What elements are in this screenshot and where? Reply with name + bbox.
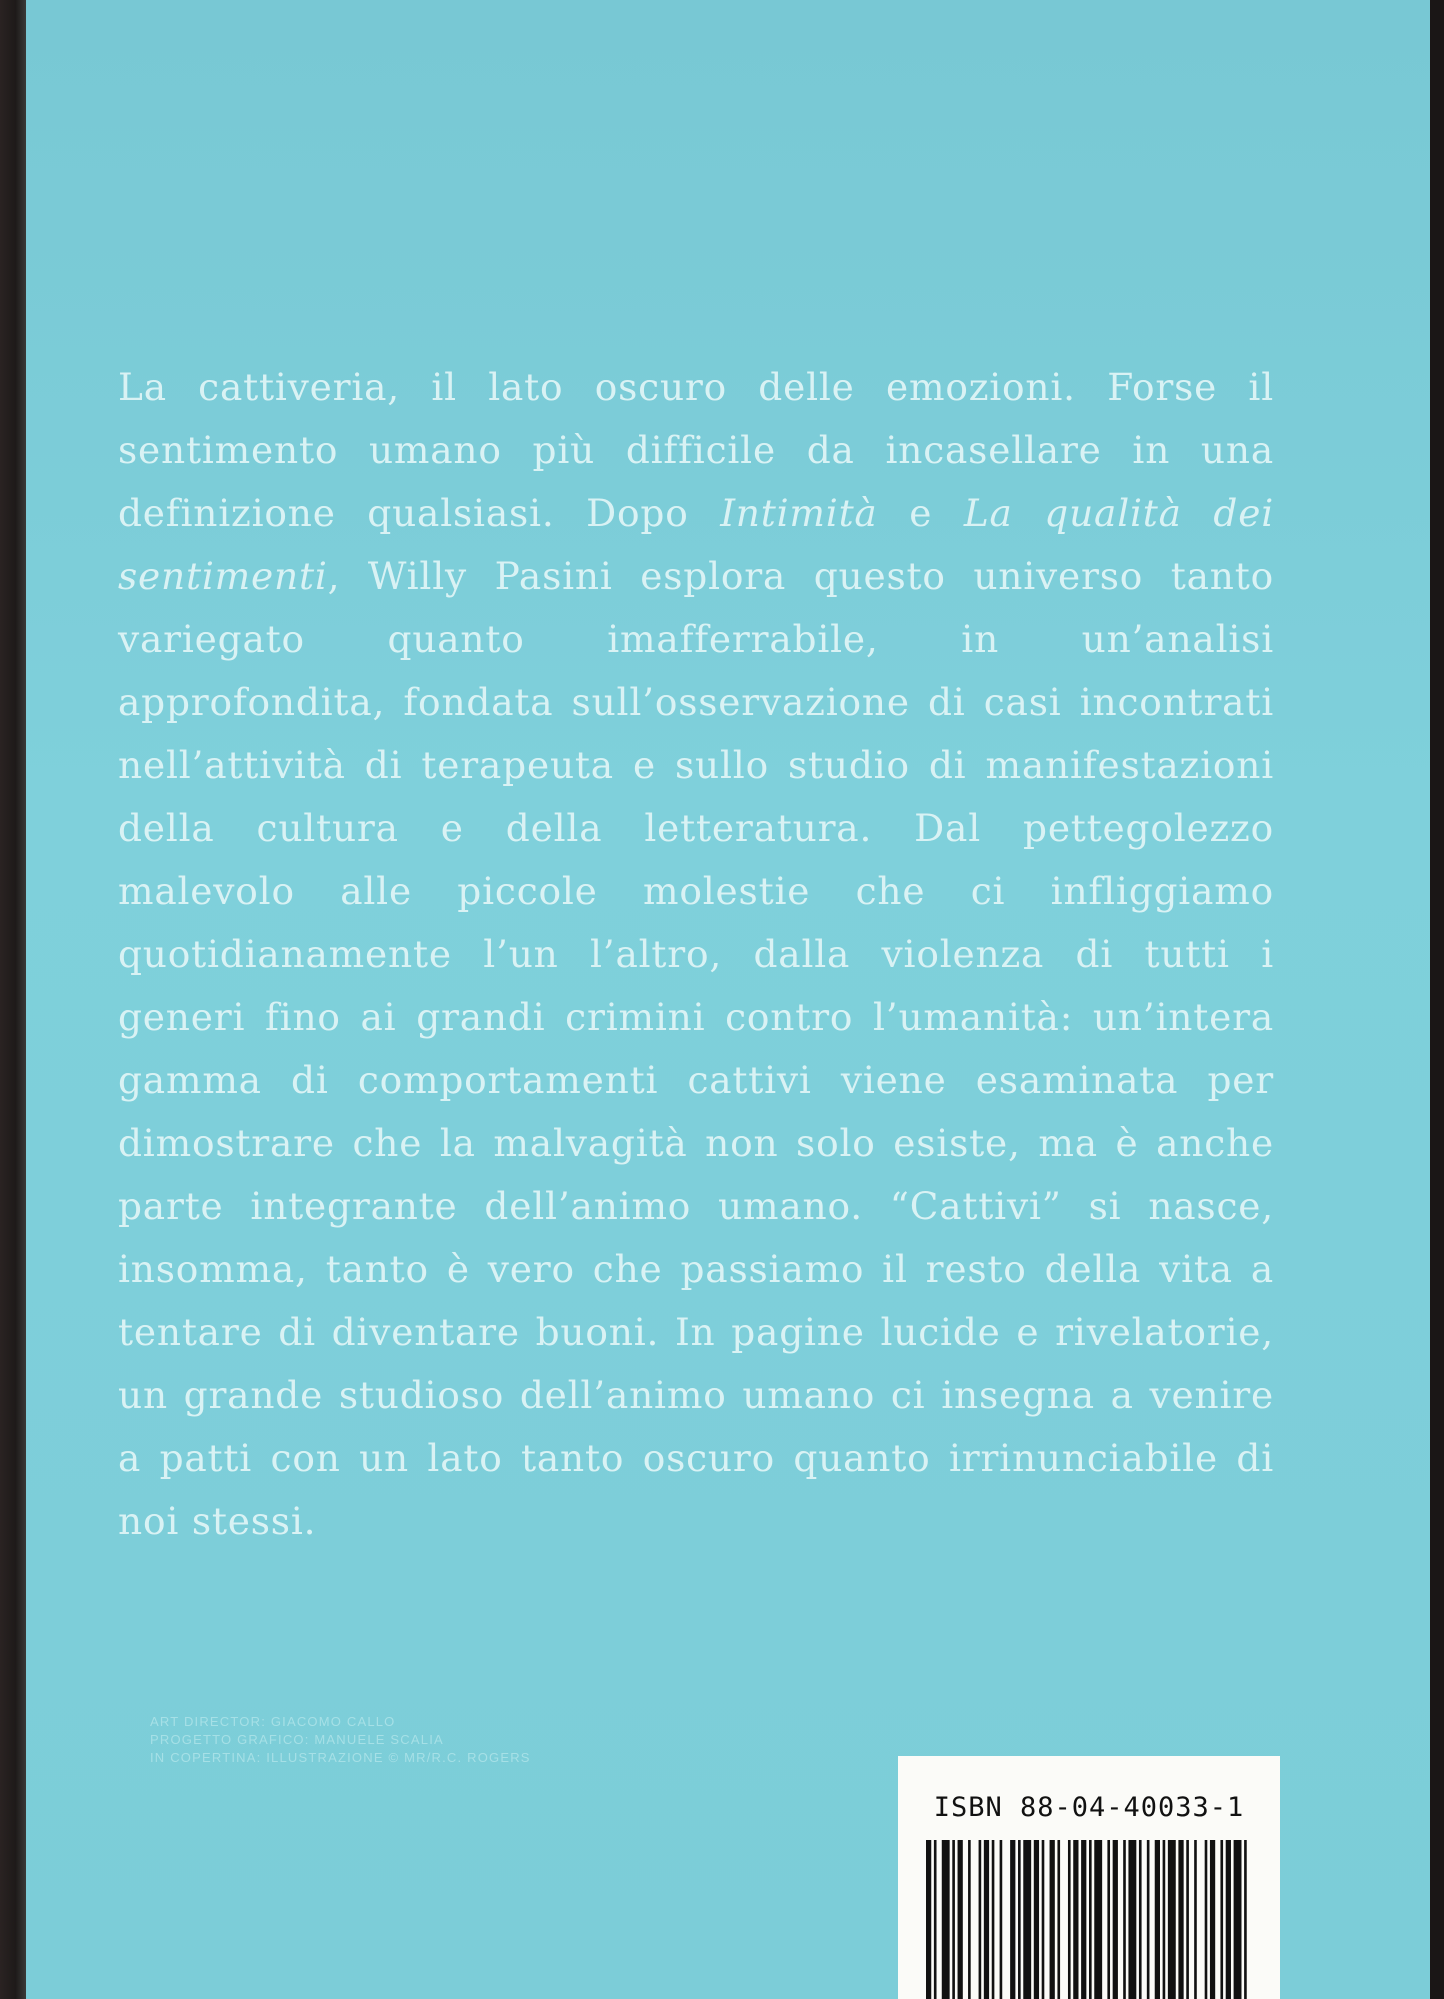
blurb-part-1: La cattiveria, il lato oscuro delle emozioni. Forse il sentimento umano più difficile da incasellare in una definizione qualsiasi. Dopo bbox=[118, 365, 1274, 535]
barcode-bar bbox=[1107, 1840, 1110, 1999]
barcode-bar bbox=[1226, 1840, 1231, 1999]
barcode-bar bbox=[1094, 1840, 1102, 1999]
isbn-number: ISBN 88-04-40033-1 bbox=[933, 1792, 1245, 1823]
barcode-bar bbox=[1010, 1840, 1015, 1999]
barcode-bar bbox=[968, 1840, 971, 1999]
barcode-bar bbox=[1068, 1840, 1071, 1999]
barcode-bar bbox=[1000, 1840, 1003, 1999]
barcode-bar bbox=[1155, 1840, 1160, 1999]
blurb-title-qualita: La qualità dei sentimenti bbox=[118, 491, 1274, 598]
barcode-bar bbox=[1168, 1840, 1176, 1999]
blurb-text bbox=[118, 356, 1274, 1553]
blurb-part-2: e bbox=[877, 491, 964, 535]
barcode-bar bbox=[1089, 1840, 1092, 1999]
barcode-bar bbox=[1034, 1840, 1039, 1999]
blurb-title-intimita: Intimità bbox=[720, 491, 878, 535]
barcode-bar bbox=[1244, 1840, 1247, 1999]
barcode-bar bbox=[1057, 1840, 1060, 1999]
credit-graphic-design: PROGETTO GRAFICO: MANUELE SCALIA bbox=[150, 1732, 444, 1747]
barcode-bar bbox=[1147, 1840, 1150, 1999]
barcode-bar bbox=[984, 1840, 989, 1999]
barcode-bar bbox=[1113, 1840, 1118, 1999]
credit-art-director: ART DIRECTOR: GIACOMO CALLO bbox=[150, 1714, 396, 1729]
barcode-bar bbox=[1163, 1840, 1166, 1999]
barcode-bar bbox=[1210, 1840, 1215, 1999]
barcode-bar bbox=[1186, 1840, 1189, 1999]
barcode-bar bbox=[926, 1840, 931, 1999]
barcode-bar bbox=[1128, 1840, 1136, 1999]
barcode-bar bbox=[1234, 1840, 1242, 1999]
barcode-bar bbox=[1018, 1840, 1021, 1999]
barcode-bar bbox=[1081, 1840, 1086, 1999]
barcode-bar bbox=[1073, 1840, 1078, 1999]
book-spine-edge bbox=[0, 0, 26, 1999]
isbn-label bbox=[898, 1756, 1280, 1999]
barcode-bar bbox=[958, 1840, 963, 1999]
barcode-bar bbox=[1220, 1840, 1223, 1999]
barcode-bar bbox=[1023, 1840, 1031, 1999]
barcode-bar bbox=[1042, 1840, 1045, 1999]
credit-cover-illustration: IN COPERTINA: ILLUSTRAZIONE © MR/R.C. ROGERS bbox=[150, 1750, 531, 1765]
blurb-part-3: , Willy Pasini esplora questo universo tanto variegato quanto imafferrabile, in un’analisi approfondita, fondata sull’osservazione di casi incontrati nell’attività di terapeuta e sullo studio di manifestazioni della cultura e della letteratura. Dal pettegolezzo malevolo alle piccole molestie che ci infliggiamo quotidianamente l’un l’altro, dalla violenza di tutti i generi fino ai grandi crimini contro l’umanità: un’intera gamma di comportamenti cattivi viene esaminata per dimostrare che la malvagità non solo esiste, ma è anche parte integrante dell’animo umano. “Cattivi” si nasce, insomma, tanto è vero che passiamo il resto della vita a tentare di diventare buoni. In pagine lucide e rivelatorie, un grande studioso dell’animo umano ci insegna a venire a patti con un lato tanto oscuro quanto irrinunciabile di noi stessi. bbox=[118, 554, 1274, 1543]
barcode-bar bbox=[934, 1840, 937, 1999]
barcode-bar bbox=[1139, 1840, 1142, 1999]
barcode-bar bbox=[1050, 1840, 1055, 1999]
barcode-bar bbox=[952, 1840, 955, 1999]
cover-credits bbox=[150, 1713, 710, 1767]
barcode-bar bbox=[1205, 1840, 1208, 1999]
barcode-bar bbox=[992, 1840, 995, 1999]
barcode-bar bbox=[1178, 1840, 1183, 1999]
barcode-bar bbox=[1194, 1840, 1197, 1999]
scan-border bbox=[1430, 0, 1444, 1999]
barcode-bar bbox=[1123, 1840, 1126, 1999]
barcode-bar bbox=[942, 1840, 950, 1999]
barcode-bar bbox=[979, 1840, 982, 1999]
barcode-image bbox=[926, 1840, 1252, 1999]
